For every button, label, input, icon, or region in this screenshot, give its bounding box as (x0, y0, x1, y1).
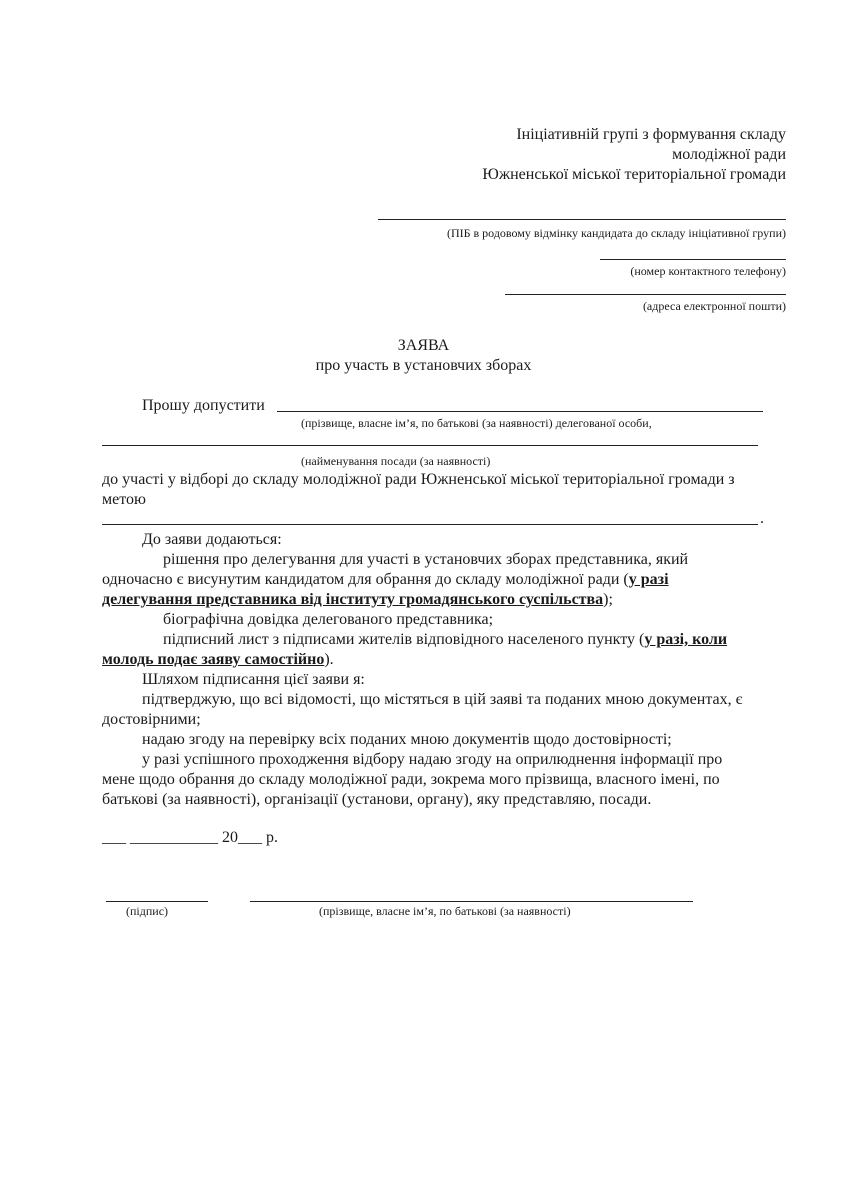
applicant-phone-line (600, 259, 786, 260)
confirm-1-line-1: підтверджую, що всі відомості, що містяться в цій заяві та поданих мною документах, є (142, 691, 743, 708)
addressee-line-1: Ініціативній групі з формування складу (516, 126, 786, 143)
applicant-phone-hint: (номер контактного телефону) (630, 264, 786, 278)
purpose-line-2: метою (102, 491, 146, 508)
purpose-end: . (760, 510, 764, 527)
attachment-3-line-1 (163, 630, 727, 650)
signing-label: Шляхом підписання цієї заяви я: (142, 671, 365, 688)
applicant-name-line (378, 219, 786, 220)
delegate-name-line (277, 411, 763, 412)
attachment-3-text: підписний лист з підписами жителів відповідного населеного пункту ( (163, 631, 645, 648)
fullname-line (250, 901, 693, 902)
attachment-1-line-2 (102, 570, 669, 590)
applicant-email-hint: (адреса електронної пошти) (642, 299, 786, 313)
attachment-3-end: ). (324, 651, 334, 668)
delegate-hint: (прізвище, власне ім’я, по батькові (за наявності) делегованої особи, (301, 416, 652, 430)
attachment-1-line-1: рішення про делегування для участі в установчих зборах представника, який (163, 551, 689, 568)
applicant-name-hint: (ПІБ в родовому відмінку кандидата до складу ініціативної групи) (446, 226, 786, 240)
attachment-3-condition: у разі, коли (644, 631, 728, 648)
confirm-3-line-3: батькові (за наявності), організації (установи, органу), яку представляю, посади. (102, 791, 652, 808)
purpose-line-1: до участі у відборі до складу молодіжної ради Южненської міської територіальної громади з (102, 471, 735, 488)
attachment-1-end: ); (603, 591, 613, 608)
document-title: ЗАЯВА (397, 337, 450, 354)
date-line: ___ ___________ 20___ р. (102, 829, 278, 846)
attachment-1-text: одночасно є висунутим кандидатом для обрання до складу молодіжної ради ( (102, 571, 629, 588)
request-label: Прошу допустити (142, 397, 265, 414)
attachment-2: біографічна довідка делегованого представника; (163, 611, 494, 628)
applicant-email-line (505, 294, 786, 295)
confirm-3-line-1: у разі успішного проходження відбору надаю згоду на оприлюднення інформації про (142, 751, 723, 768)
attachment-3-line-2 (102, 650, 334, 670)
position-line (102, 445, 758, 446)
signature-line (106, 901, 208, 902)
attachment-1-condition: у разі (628, 571, 669, 588)
confirm-3-line-2: мене щодо обрання до складу молодіжної ради, зокрема мого прізвища, власного імені, по (102, 771, 720, 788)
confirm-2: надаю згоду на перевірку всіх поданих мною документів щодо достовірності; (142, 731, 672, 748)
position-hint: (найменування посади (за наявності) (301, 454, 491, 468)
document-subtitle: про участь в установчих зборах (315, 357, 532, 374)
attachment-1-line-3 (102, 590, 613, 610)
attachment-3-condition-cont: молодь подає заяву самостійно (102, 651, 325, 668)
fullname-hint: (прізвище, власне ім’я, по батькові (за наявності) (319, 904, 571, 918)
attachment-1-condition-cont: делегування представника від інституту громадянського суспільства (102, 591, 604, 608)
addressee-line-2: молодіжної ради (672, 146, 786, 163)
confirm-1-line-2: достовірними; (102, 711, 201, 728)
purpose-line (102, 524, 758, 525)
addressee-line-3: Южненської міської територіальної громади (482, 166, 786, 183)
attachments-label: До заяви додаються: (142, 531, 282, 548)
signature-hint: (підпис) (126, 904, 169, 918)
